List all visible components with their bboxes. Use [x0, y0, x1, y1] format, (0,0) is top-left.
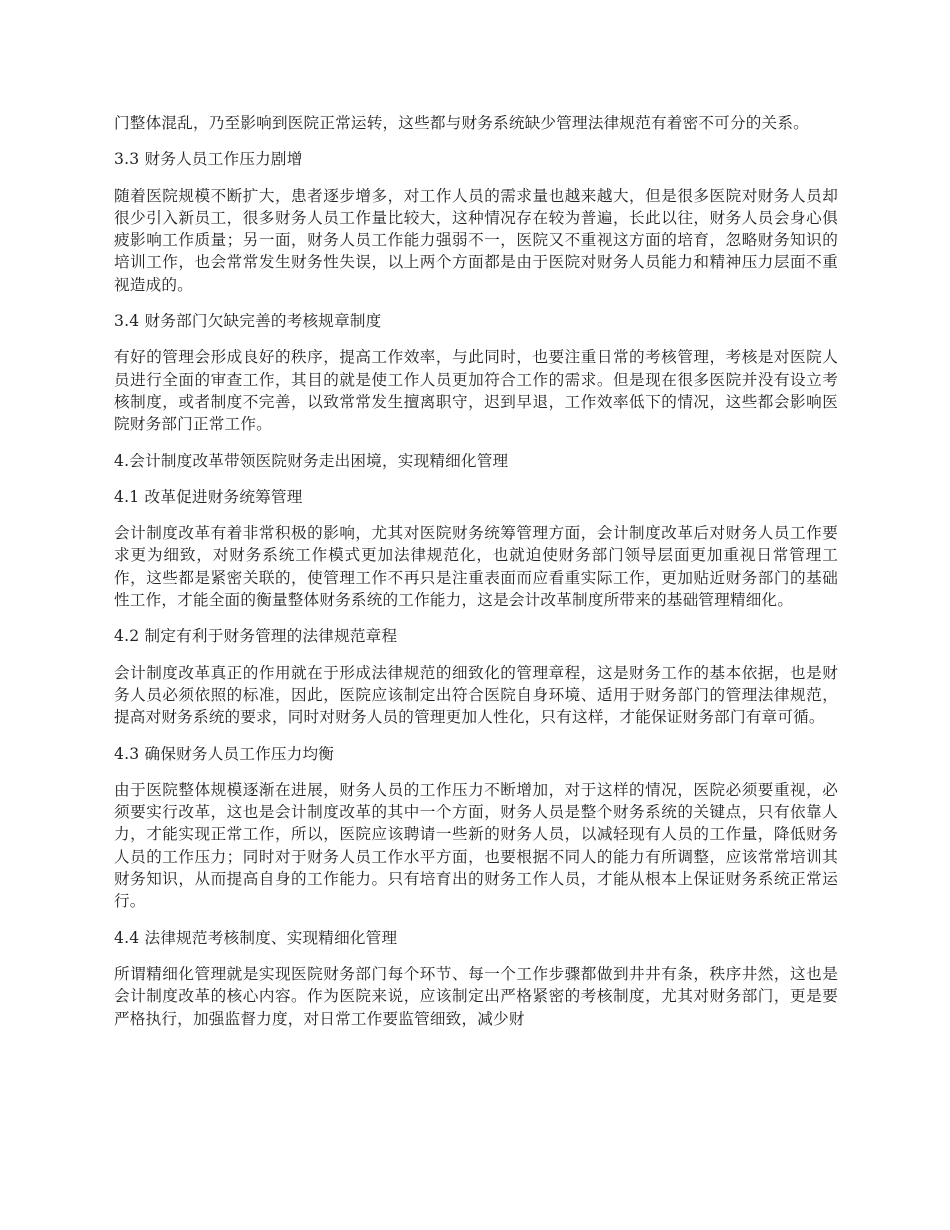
paragraph-4-2: 会计制度改革真正的作用就在于形成法律规范的细致化的管理章程，这是财务工作的基本依据，也是财务人员必须依照的标准，因此，医院应该制定出符合医院自身环境、适用于财务部门的管理法律规范，提高对财务系统的要求，同时对财务人员的管理更加人性化，只有这样，才能保证财务部门有章可循。	[114, 663, 838, 727]
paragraph-3-4: 有好的管理会形成良好的秩序，提高工作效率，与此同时，也要注重日常的考核管理，考核是对医院人员进行全面的审查工作，其目的就是使工作人员更加符合工作的需求。但是现在很多医院并没有设立考核制度，或者制度不完善，以致常常发生擅离职守，迟到早退，工作效率低下的情况，这些都会影响医院财务部门正常工作。	[114, 348, 838, 434]
section-heading-4: 4.会计制度改革带领医院财务走出困境，实现精细化管理	[114, 451, 509, 470]
section-heading-4-4: 4.4 法律规范考核制度、实现精细化管理	[114, 928, 398, 947]
section-heading-3-3: 3.3 财务人员工作压力剧增	[114, 150, 303, 169]
paragraph-4-3: 由于医院整体规模逐渐在进展，财务人员的工作压力不断增加，对于这样的情况，医院必须要重视，必须要实行改革，这也是会计制度改革的其中一个方面，财务人员是整个财务系统的关键点，只有依靠人力，才能实现正常工作，所以，医院应该聘请一些新的财务人员，以减轻现有人员的工作量，降低财务人员的工作压力；同时对于财务人员工作水平方面，也要根据不同人的能力有所调整，应该常常培训其财务知识，从而提高自身的工作能力。只有培育出的财务工作人员，才能从根本上保证财务系统正常运行。	[114, 780, 838, 911]
paragraph-3-3: 随着医院规模不断扩大，患者逐步增多，对工作人员的需求量也越来越大，但是很多医院对财务人员却很少引入新员工，很多财务人员工作量比较大，这种情况存在较为普遍，长此以往，财务人员会身心俱疲影响工作质量；另一面，财务人员工作能力强弱不一，医院又不重视这方面的培育，忽略财务知识的培训工作，也会常常发生财务性失误，以上两个方面都是由于医院对财务人员能力和精神压力层面不重视造成的。	[114, 186, 838, 294]
paragraph-continuation: 门整体混乱，乃至影响到医院正常运转，这些都与财务系统缺少管理法律规范有着密不可分的关系。	[114, 114, 809, 132]
section-heading-3-4: 3.4 财务部门欠缺完善的考核规章制度	[114, 312, 382, 331]
section-heading-4-3: 4.3 确保财务人员工作压力均衡	[114, 744, 335, 763]
document-page	[114, 112, 838, 1044]
section-heading-4-2: 4.2 制定有利于财务管理的法律规范章程	[114, 627, 398, 646]
section-heading-4-1: 4.1 改革促进财务统筹管理	[114, 487, 303, 506]
paragraph-4-1: 会计制度改革有着非常积极的影响，尤其对医院财务统筹管理方面，会计制度改革后对财务人员工作要求更为细致，对财务系统工作模式更加法律规范化，也就迫使财务部门领导层面更加重视日常管理工作，这些都是紧密关联的，使管理工作不再只是注重表面而应看重实际工作，更加贴近财务部门的基础性工作，才能全面的衡量整体财务系统的工作能力，这是会计改革制度所带来的基础管理精细化。	[114, 524, 838, 610]
paragraph-4-4: 所谓精细化管理就是实现医院财务部门每个环节、每一个工作步骤都做到井井有条，秩序井然，这也是会计制度改革的核心内容。作为医院来说，应该制定出严格紧密的考核制度，尤其对财务部门，更是要严格执行，加强监督力度，对日常工作要监管细致，减少财	[114, 964, 838, 1028]
